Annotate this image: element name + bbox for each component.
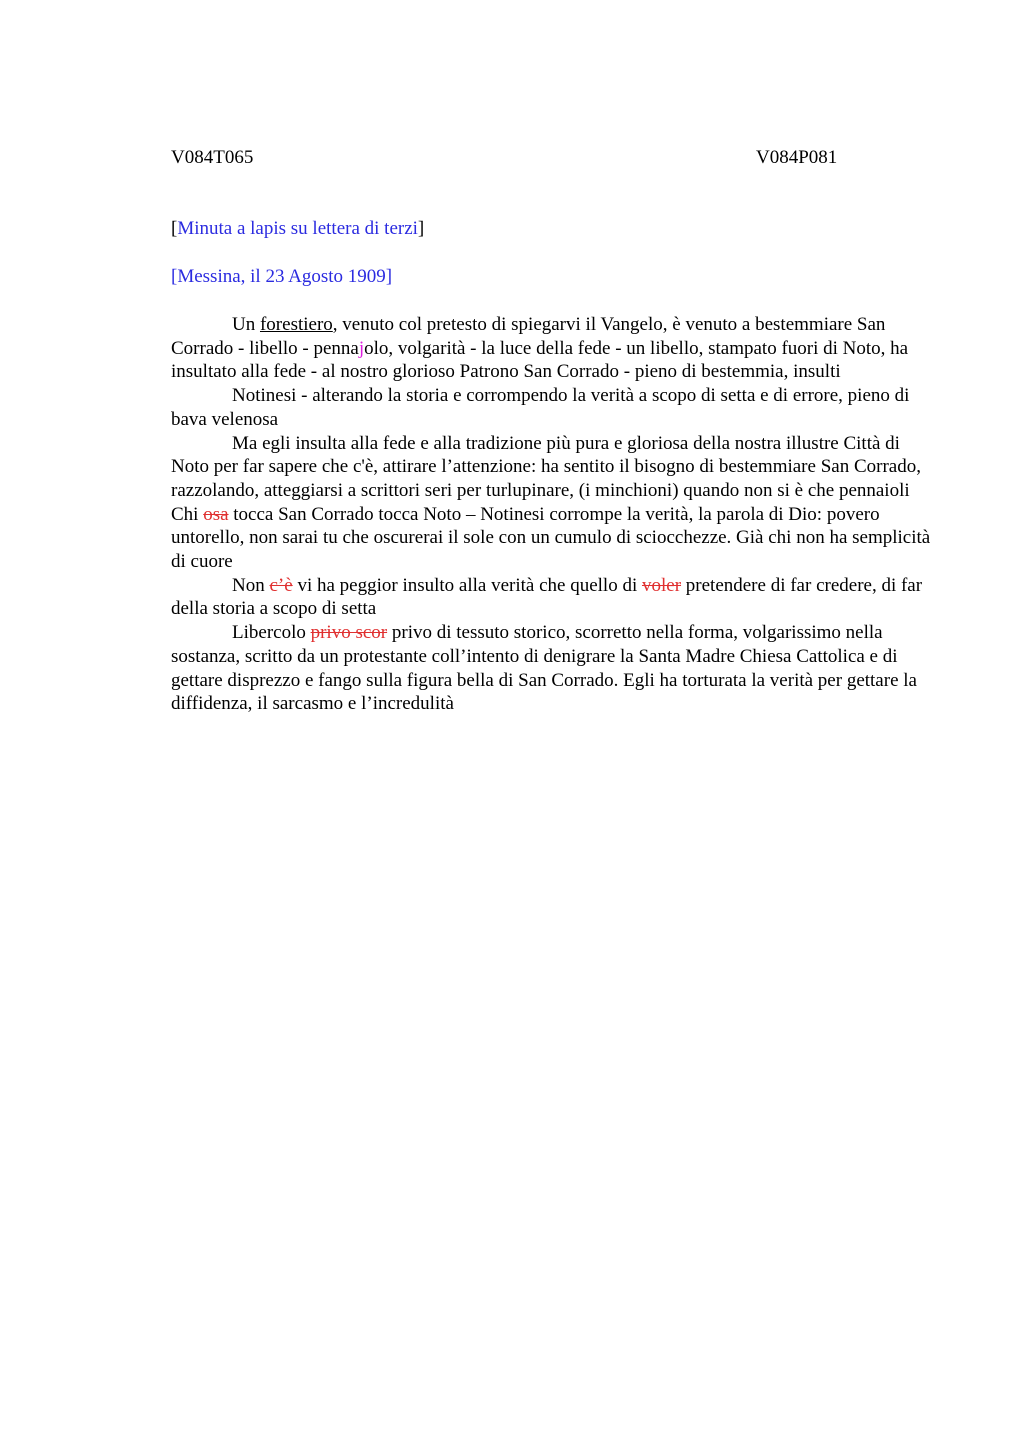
p1-text-c: olo, volgarità - la luce della fede - un libello, stampato fuori di Noto, ha insultato alla fede - al nostro glorioso Patrono San Corrado - pieno di bestemmia, insulti: [171, 337, 909, 383]
p4-text-c: pretendere di far credere, di far della storia a scopo di setta: [171, 574, 923, 620]
p5-text-a: Libercolo: [232, 622, 311, 644]
document-code-left: V084T065: [171, 147, 254, 168]
p4-deleted-word-1: c’è: [269, 574, 293, 596]
paragraph-2: Notinesi - alterando la storia e corrompendo la verità a scopo di setta e di errore, pieno di bava velenosa: [171, 385, 910, 430]
p3-text-a: Ma egli insulta alla fede e alla tradizione più pura e gloriosa della nostra illustre Città di Noto per far sapere che c'è, attirare l’attenzione: ha sentito il bisogno di bestemmiare San Corrado, razzolando, atteggiarsi a scrittori seri per turlupinare, (i minchioni) quando non si è che pennaioli Chi: [171, 432, 921, 525]
p4-text-a: Non: [232, 574, 270, 596]
p3-text-b: tocca San Corrado tocca Noto – Notinesi corrompe la verità, la parola di Dio: povero untorello, non sarai tu che oscurerai il sole con un cumulo di sciocchezze. Già chi non ha semplicità di cuore: [171, 503, 931, 573]
p4-deleted-word-2: voler: [641, 574, 682, 596]
p1-underlined-word: forestiero: [259, 314, 333, 335]
p1-text-b: , venuto col pretesto di spiegarvi il Vangelo, è venuto a bestemmiare San Corrado - libello - penna: [171, 314, 886, 359]
p1-text-a: Un: [232, 314, 260, 335]
p5-deleted-words: privo scor: [310, 622, 388, 644]
letter-body: [171, 313, 931, 716]
editorial-note-date: [Messina, il 23 Agosto 1909]: [171, 266, 393, 287]
p5-text-b: privo di tessuto storico, scorretto nella forma, volgarissimo nella sostanza, scritto da un protestante coll’intento di denigrare la Santa Madre Chiesa Cattolica e di gettare disprezzo e fango sulla figura bella di San Corrado. Egli ha torturata la verità per gettare la diffidenza, il sarcasmo e l’incredulità: [171, 622, 917, 715]
note-bracket-close: ]: [417, 218, 425, 239]
note-source-text: Minuta a lapis su lettera di terzi: [177, 218, 418, 239]
paragraph-1: [171, 313, 931, 384]
p1-inserted-letter: j: [358, 337, 365, 359]
paragraph-3: [171, 432, 931, 574]
document-code-right: V084P081: [756, 147, 838, 168]
editorial-note-source: [171, 218, 424, 240]
p3-deleted-word: osa: [203, 503, 229, 525]
paragraph-5: [171, 621, 931, 716]
note-bracket-open: [: [171, 218, 178, 239]
p4-text-b: vi ha peggior insulto alla verità che quello di: [292, 574, 642, 596]
paragraph-4: [171, 574, 931, 621]
